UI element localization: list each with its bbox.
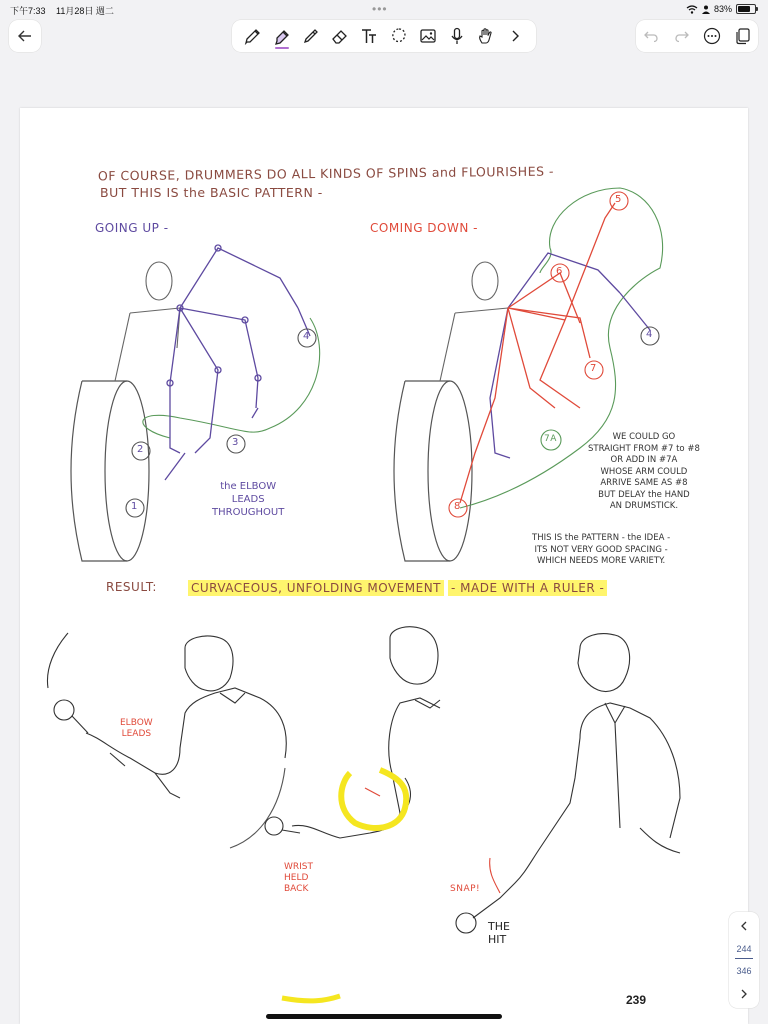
result-ruler-text: - MADE WITH A RULER - [448, 580, 607, 596]
marker-4-label: 4 [303, 331, 310, 342]
drummer-sketch-1 [47, 633, 286, 848]
highlighter-icon[interactable] [269, 23, 295, 49]
drum-right [394, 381, 472, 561]
microphone-icon[interactable] [444, 23, 470, 49]
heading-line-1: OF COURSE, DRUMMERS DO ALL KINDS OF SPINS and FLOURISHES - [97, 163, 555, 184]
pages-icon[interactable] [731, 24, 755, 48]
more-icon[interactable] [700, 24, 724, 48]
side-note: WE COULD GO STRAIGHT FROM #7 to #8 OR ADD IN #7A WHOSE ARM COULD ARRIVE SAME AS #8 BUT DELAY the HAND AN DRUMSTICK. [588, 432, 700, 511]
the-hit-label: THE HIT [488, 920, 510, 946]
marker-7a-label: 7A [544, 434, 557, 444]
marker-8-label: 8 [454, 501, 461, 512]
status-date: 11月28日 週二 [56, 6, 114, 16]
redo-icon[interactable] [670, 24, 694, 48]
figure-left-body [115, 262, 180, 381]
current-page[interactable]: 244 [736, 944, 752, 954]
drummer-sketch-3 [456, 634, 680, 933]
drawing-toolbar [232, 20, 536, 52]
snap-label: SNAP! [450, 884, 481, 894]
marker-7-label: 7 [590, 363, 597, 374]
coming-down-label: COMING DOWN - [370, 221, 478, 235]
page-number: 239 [626, 993, 647, 1007]
result-label: RESULT: [106, 580, 157, 594]
hand-icon[interactable] [473, 23, 499, 49]
yellow-underline-back [282, 996, 340, 1001]
battery-icon [736, 4, 756, 14]
yellow-loop [341, 770, 406, 828]
chevron-right-icon[interactable] [502, 23, 528, 49]
multitask-dots-icon[interactable]: ••• [372, 2, 388, 16]
wrist-held-back-label: WRIST HELD BACK [284, 862, 314, 894]
figure-right-body [440, 262, 508, 381]
chevron-right-icon [739, 988, 749, 1000]
chevron-left-icon [739, 920, 749, 932]
arrow-left-icon [18, 30, 32, 42]
wifi-icon [686, 5, 698, 14]
marker-2-label: 2 [137, 444, 144, 455]
pen-icon[interactable] [240, 23, 266, 49]
page-navigator [729, 912, 759, 1008]
marker-5-label: 5 [615, 194, 622, 205]
total-pages: 346 [736, 966, 752, 976]
elbow-note: the ELBOW LEADS THROUGHOUT [212, 481, 285, 518]
drum-left [71, 381, 149, 561]
heading-line-2: BUT THIS IS the BASIC PATTERN - [100, 185, 323, 200]
marker-3-label: 3 [232, 437, 239, 448]
elbow-leads-label: ELBOW LEADS [120, 718, 153, 739]
marker-4-right-label: 4 [646, 329, 653, 340]
image-icon[interactable] [415, 23, 441, 49]
drummer-sketch-2 [265, 627, 440, 838]
undo-icon[interactable] [639, 24, 663, 48]
drummer-sketches [20, 608, 748, 1008]
previous-page-button[interactable] [734, 916, 754, 936]
person-icon [702, 5, 710, 14]
arm-right-purple [490, 253, 650, 458]
pattern-note: THIS IS the PATTERN - the IDEA - ITS NOT VERY GOOD SPACING - WHICH NEEDS MORE VARIETY. [532, 533, 671, 566]
home-indicator[interactable] [266, 1014, 502, 1019]
lasso-icon[interactable] [386, 23, 412, 49]
status-time: 下午7:33 [10, 6, 46, 16]
marker-1-label: 1 [131, 501, 138, 512]
back-button[interactable] [9, 20, 41, 52]
result-highlight-text: CURVACEOUS, UNFOLDING MOVEMENT [188, 580, 444, 596]
document-toolbar [636, 20, 758, 52]
text-tool-icon[interactable] [356, 23, 382, 49]
eraser-icon[interactable] [327, 23, 353, 49]
battery-percent: 83% [713, 4, 732, 14]
notebook-page[interactable] [20, 108, 748, 1024]
going-up-label: GOING UP - [95, 221, 169, 235]
marker-6-label: 6 [556, 266, 563, 277]
next-page-button[interactable] [734, 984, 754, 1004]
pencil-icon[interactable] [298, 23, 324, 49]
status-bar [0, 0, 768, 18]
page-separator [735, 958, 753, 959]
